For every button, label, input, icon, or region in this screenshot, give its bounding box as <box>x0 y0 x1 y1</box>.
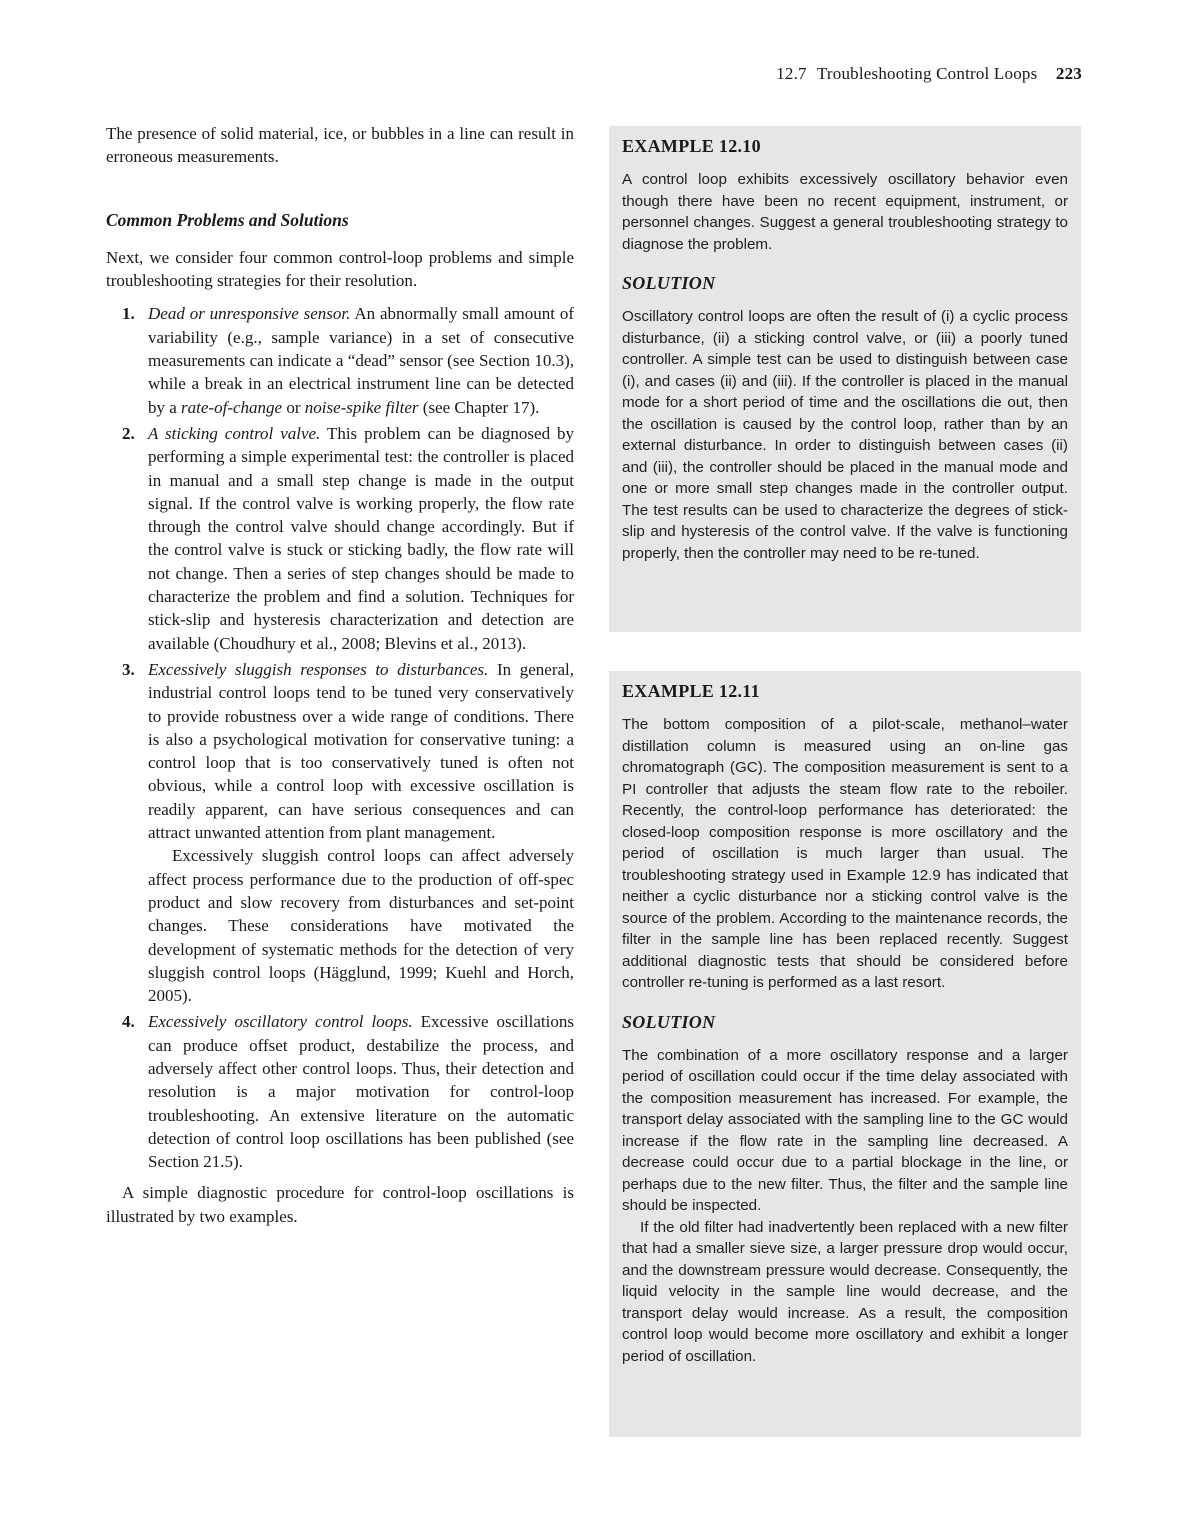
left-column <box>106 122 574 1228</box>
page-number: 223 <box>1055 64 1082 83</box>
example-title: EXAMPLE 12.11 <box>622 681 760 701</box>
item-term: Excessively sluggish responses to disturbances. <box>148 659 489 679</box>
item-text <box>148 422 574 655</box>
item-term: Excessively oscillatory control loops. <box>148 1012 413 1032</box>
item-term: Dead or unresponsive sensor. <box>148 304 351 324</box>
example-title: EXAMPLE 12.10 <box>622 136 761 156</box>
item-term: A sticking control valve. <box>148 423 321 443</box>
list-item <box>106 422 574 655</box>
item-number: 1. <box>122 304 135 324</box>
lead-paragraph: Next, we consider four common control-loop problems and simple troubleshooting strategies for their resolution. <box>106 247 574 291</box>
item-body: An abnormally small amount of variability (e.g., sample variance) in a set of consecutive measurements can indicate a “dead” sensor (see Section 10.3), while a break in an electrical instrument line can be detected by a <box>148 304 574 417</box>
item-text <box>148 1010 574 1173</box>
item-number: 2. <box>122 423 135 443</box>
item-body: In general, industrial control loops tend to be tuned very conservatively to provide robustness over a wide range of conditions. There is also a psychological motivation for conservative tuning: a control loop that is too conservatively tuned is often not obvious, while a control loop with excessive oscillation is readily apparent, can have serious consequences and can attract unwanted attention from plant management. <box>148 659 574 843</box>
intro-paragraph: The presence of solid material, ice, or bubbles in a line can result in erroneous measurements. <box>106 124 574 167</box>
item-body: This problem can be diagnosed by performing a simple experimental test: the controller is placed in manual and a small step change is made in the output signal. If the control valve is working properly, the flow rate through the control valve should change accordingly. But if the control valve is stuck or sticking badly, the flow rate will not change. Then a series of step changes should be made to characterize the problem and find a solution. Techniques for stick-slip and hysteresis characterization and detection are available (Choudhury et al., 2008; Blevins et al., 2013). <box>148 423 574 653</box>
list-item <box>106 1010 574 1173</box>
item-text <box>148 658 574 844</box>
example-solution: The combination of a more oscillatory response and a larger period of oscillation could occur if the time delay associated with the composition measurement has increased. For example, the transport delay associated with the sampling line to the GC would increase if the flow rate in the sampling line decreased. A decrease could occur due to a partial blockage in the line, or perhaps due to the new filter. Thus, the filter and the sample line should be inspected. <box>622 1046 1068 1214</box>
solution-heading: SOLUTION <box>622 273 716 293</box>
example-box-12-10 <box>609 126 1081 632</box>
example-problem: A control loop exhibits excessively oscillatory behavior even though there have been no recent equipment, instrument, or personnel changes. Suggest a general troubleshooting strategy to diagnose the problem. <box>622 171 1068 253</box>
item-number: 3. <box>122 659 135 679</box>
example-solution-continued: If the old filter had inadvertently been replaced with a new filter that had a smaller sieve size, a larger pressure drop would occur, and the downstream pressure would decrease. Consequently, the liquid velocity in the sample line would decrease, and the transport delay would increase. As a result, the composition control loop would become more oscillatory and exhibit a longer period of oscillation. <box>622 1218 1068 1365</box>
list-item <box>106 302 574 418</box>
problem-list <box>106 302 574 1173</box>
closing-paragraph: A simple diagnostic procedure for control-loop oscillations is illustrated by two examples. <box>106 1183 574 1226</box>
section-title: Troubleshooting Control Loops <box>816 64 1038 83</box>
item-emphasis: rate-of-change <box>181 397 283 417</box>
running-head <box>776 64 1082 84</box>
item-paragraph: Excessively sluggish control loops can affect adversely affect process performance due to the production of off-spec product and slow recovery from disturbances and set-point changes. These considerations have motivated the development of systematic methods for the detection of very sluggish control loops (Hägglund, 1999; Kuehl and Horch, 2005). <box>148 846 574 1006</box>
item-text <box>148 302 574 418</box>
item-emphasis: noise-spike filter <box>304 397 419 417</box>
item-body: or <box>282 397 305 417</box>
example-box-12-11 <box>609 671 1081 1437</box>
item-body: (see Chapter 17). <box>418 397 540 417</box>
example-problem: The bottom composition of a pilot-scale, methanol–water distillation column is measured using an on-line gas chromatograph (GC). The composition measurement is sent to a PI controller that adjusts the steam flow rate to the reboiler. Recently, the control-loop performance has deteriorated: the closed-loop composition response is more oscillatory and the period of oscillation is much larger than usual. The troubleshooting strategy used in Example 12.9 has indicated that neither a cyclic disturbance nor a sticking control valve is the source of the problem. According to the maintenance records, the filter in the sample line has been replaced recently. Suggest additional diagnostic tests that should be considered before controller re-tuning is performed as a last resort. <box>622 716 1068 991</box>
solution-heading: SOLUTION <box>622 1011 716 1032</box>
subsection-heading: Common Problems and Solutions <box>106 209 349 230</box>
item-body: Excessive oscillations can produce offset product, destabilize the process, and adversely affect other control loops. Thus, their detection and resolution is a major motivation for control-loop troubleshooting. An extensive literature on the automatic detection of control loop oscillations has been published (see Section 21.5). <box>148 1012 574 1172</box>
example-solution: Oscillatory control loops are often the result of (i) a cyclic process disturbance, (ii) a sticking control valve, or (iii) a poorly tuned controller. A simple test can be used to distinguish between case (i), and cases (ii) and (iii). If the controller is placed in the manual mode for a short period of time and the oscillations die out, then the oscillation is caused by the control loop, rather than by an external disturbance. In order to distinguish between cases (ii) and (iii), the controller should be placed in the manual mode and one or more small step changes made in the controller output. The test results can be used to characterize the degrees of stick-slip and hysteresis of the control valve. If the valve is functioning properly, then the controller may need to be re-tuned. <box>622 308 1068 562</box>
list-item <box>106 658 574 1007</box>
section-number: 12.7 <box>776 64 807 83</box>
item-number: 4. <box>122 1012 135 1032</box>
